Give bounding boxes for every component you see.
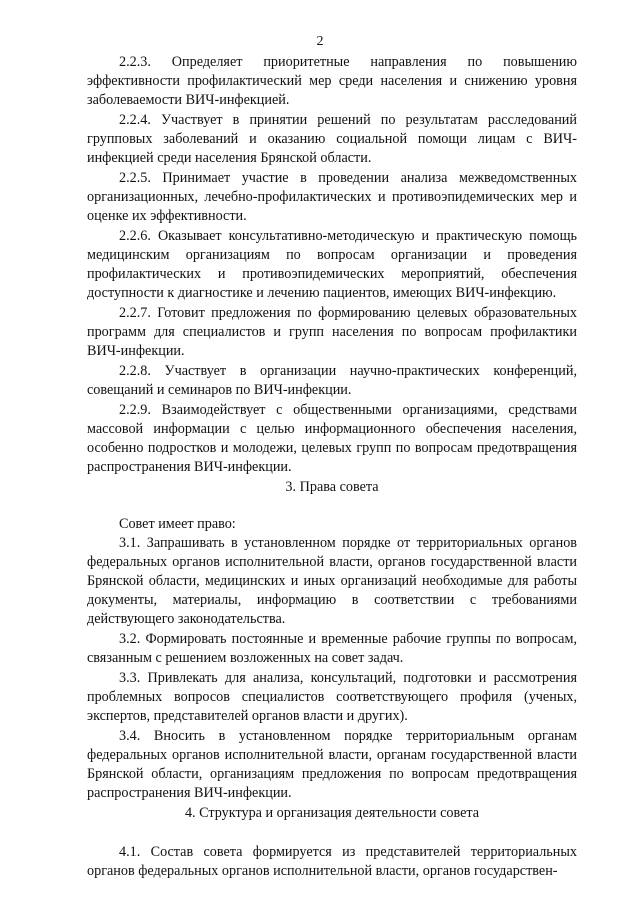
paragraph-2-2-9: 2.2.9. Взаимодействует с общественными организациями, средствами массовой информации с целью информационного обеспечения населения, особенно подростков и молодежи, целевых групп по вопросам предотвращения распространения ВИЧ-инфекции. xyxy=(87,402,577,475)
section-3-lead: Совет имеет право: xyxy=(119,516,236,532)
section-4-heading: 4. Структура и организация деятельности совета xyxy=(184,805,480,821)
paragraph-2-2-7: 2.2.7. Готовит предложения по формированию целевых образовательных программ для специалистов и групп населения по вопросам профилактики ВИЧ-инфекции. xyxy=(87,305,577,359)
paragraph-2-2-3: 2.2.3. Определяет приоритетные направления по повышению эффективности профилактический мер среди населения и снижению уровня заболеваемости ВИЧ-инфекцией. xyxy=(87,54,577,108)
document-body xyxy=(87,53,577,881)
paragraph-2-2-8: 2.2.8. Участвует в организации научно-практических конференций, совещаний и семинаров по ВИЧ-инфекции. xyxy=(87,363,577,398)
paragraph-3-2: 3.2. Формировать постоянные и временные рабочие группы по вопросам, связанным с решением возложенных на совет задач. xyxy=(87,631,577,666)
paragraph-4-1: 4.1. Состав совета формируется из представителей территориальных органов федеральных органов исполнительной власти, органов государствен- xyxy=(87,844,577,879)
paragraph-3-1: 3.1. Запрашивать в установленном порядке от территориальных органов федеральных органов исполнительной власти, органов государственной власти Брянской области, медицинских и иных организаций необходимые для работы документы, материалы, информацию в соответствии с требованиями действующего законодательства. xyxy=(87,535,577,627)
section-3-heading: 3. Права совета xyxy=(285,479,379,495)
paragraph-3-4: 3.4. Вносить в установленном порядке территориальным органам федеральных органов исполнительной власти, органам государственной власти Брянской области, организациям предложения по вопросам предотвращения распространения ВИЧ-инфекции. xyxy=(87,728,577,801)
paragraph-2-2-6: 2.2.6. Оказывает консультативно-методическую и практическую помощь медицинским организациям по вопросам организации и проведения профилактических и противоэпидемических мероприятий, обеспечения доступности к диагностике и лечению пациентов, имеющих ВИЧ-инфекцию. xyxy=(87,228,577,301)
paragraph-3-3: 3.3. Привлекать для анализа, консультаций, подготовки и рассмотрения проблемных вопросов специалистов соответствующего профиля (ученых, экспертов, представителей органов власти и других). xyxy=(87,670,577,724)
paragraph-2-2-5: 2.2.5. Принимает участие в проведении анализа межведомственных организационных, лечебно-профилактических и противоэпидемических мер и оценке их эффективности. xyxy=(87,170,577,224)
paragraph-2-2-4: 2.2.4. Участвует в принятии решений по результатам расследований групповых заболеваний и оказанию социальной помощи лицам с ВИЧ-инфекцией среди населения Брянской области. xyxy=(87,112,577,166)
page-number: 2 xyxy=(316,34,324,49)
